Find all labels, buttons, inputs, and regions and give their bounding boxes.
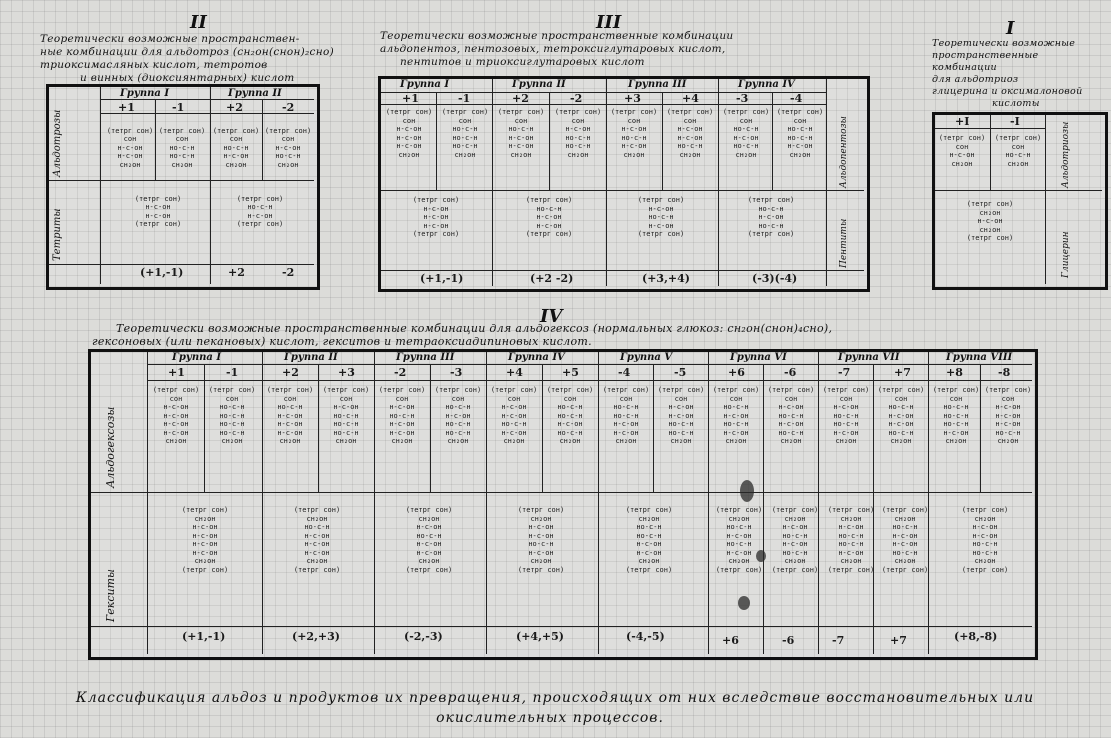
grid-line	[49, 180, 314, 181]
formula-top: (тетрг сон)	[525, 196, 573, 204]
structural-formula	[128, 186, 188, 229]
section-iv-title-line-2: гексоновых (или пекановых) кислот, гекситов и тетраоксиадипиновых кислот.	[92, 335, 592, 348]
grid-line	[381, 92, 826, 93]
formula-ch2oh: сн₂он	[679, 150, 701, 159]
formula-ch2oh: сн₂он	[225, 160, 247, 169]
structural-formula	[740, 196, 802, 239]
formula-top: (тетрг сон)	[938, 134, 986, 142]
formula-hcoh: н-с-он	[423, 213, 449, 221]
formula-top: (тетрг сон)	[666, 108, 714, 116]
section-iv-group-1: Группа I	[172, 352, 222, 363]
structural-formula	[383, 108, 435, 159]
grid-line	[100, 99, 314, 100]
formula-hcoh: н-с-он	[275, 143, 301, 152]
section-iii-title-line-1: Теоретически возможные пространственные комбинации	[380, 30, 734, 42]
grid-line	[653, 364, 654, 492]
formula-top: (тетрг сон)	[722, 108, 770, 116]
section-i-sign: -I	[1010, 115, 1020, 128]
formula-cho: сон	[1011, 142, 1025, 151]
structural-formula: (тетрг сон) сон но-с-н но-с-н н-с-он но-с-н сн₂он	[546, 386, 594, 445]
structural-formula: (тетрг сон) сн₂он н-с-он но-с-н но-с-н н-с-он сн₂он (тетрг сон)	[827, 506, 875, 574]
section-iv-row-label: Альдогексозы	[104, 406, 117, 488]
structural-formula: (тетрг сон) сн₂он но-с-н но-с-н н-с-он н-с-он сн₂он (тетрг сон)	[625, 506, 673, 574]
structural-formula	[630, 196, 692, 239]
formula-hcoh: н-с-он	[621, 125, 647, 133]
formula-ch2oh: сн₂он	[789, 150, 811, 159]
grid-line	[1045, 115, 1046, 284]
section-iv-sign: +1	[168, 366, 185, 379]
structural-formula: (тетрг сон) сон н-с-он но-с-н но-с-н но-с-н сн₂он	[322, 386, 370, 445]
section-iii-sign: -3	[736, 92, 749, 105]
section-iv-sign: -4	[618, 366, 631, 379]
section-ii-row-label: Альдотрозы	[52, 109, 63, 177]
formula-hoch: но-с-н	[275, 152, 301, 160]
structural-formula	[495, 108, 547, 159]
structural-formula: (тетрг сон) сн₂он н-с-он н-с-он н-с-он н-с-он сн₂он (тетрг сон)	[181, 506, 229, 574]
section-iv-title	[92, 322, 1052, 348]
formula-ch2oh: сн₂он	[454, 150, 476, 159]
grid-line	[990, 115, 991, 190]
section-iv-sign: -7	[838, 366, 851, 379]
formula-hoch: но-с-н	[247, 203, 273, 211]
formula-cho: сон	[402, 116, 416, 125]
grid-line	[436, 92, 437, 190]
section-iv-bottom: -6	[782, 634, 795, 647]
formula-hoch: но-с-н	[787, 125, 813, 133]
grid-line	[381, 190, 864, 191]
section-ii-title-line-4: и винных (диоксиянтарных) кислот	[80, 72, 295, 84]
structural-formula: (тетрг сон) сон но-с-н н-с-он но-с-н н-с-он сн₂он	[712, 386, 760, 445]
section-iv-bottom: (+4,+5)	[516, 630, 564, 643]
formula-top: (тетрг сон)	[637, 196, 685, 204]
structural-formula: (тетрг сон) сон н-с-он но-с-н н-с-он но-с-н сн₂он	[767, 386, 815, 445]
formula-hcoh: н-с-он	[536, 213, 562, 221]
section-iii-numeral: III	[596, 12, 622, 33]
section-iii-group-2: Группа II	[512, 79, 566, 90]
grid-line	[928, 352, 929, 654]
formula-cho: сон	[571, 116, 585, 125]
formula-ch2oh: сн₂он	[510, 150, 532, 159]
formula-hcoh: н-с-он	[621, 142, 647, 150]
formula-top: (тетрг сон)	[264, 126, 312, 135]
section-iv-sign: +8	[946, 366, 963, 379]
formula-top: (тетрг сон)	[994, 134, 1042, 142]
formula-hoch: но-с-н	[508, 125, 534, 133]
structural-formula: (тетрг сон) сон н-с-он но-с-н но-с-н н-с-он сн₂он	[822, 386, 870, 445]
formula-top: (тетрг сон)	[134, 220, 182, 228]
formula-top: (тетрг сон)	[525, 230, 573, 238]
section-iv-group-3: Группа III	[396, 352, 455, 363]
formula-hoch: но-с-н	[758, 204, 784, 213]
formula-ch2oh: сн₂он	[567, 150, 589, 159]
section-iii-sign: +3	[624, 92, 641, 105]
formula-hoch: но-с-н	[733, 142, 759, 150]
structural-formula	[936, 134, 988, 168]
formula-hoch: но-с-н	[565, 133, 591, 142]
section-iii-title	[380, 30, 870, 69]
structural-formula: (тетрг сон) сон н-с-он н-с-он но-с-н н-с-он сн₂он	[490, 386, 538, 445]
structural-formula	[230, 186, 290, 229]
section-i-title-line-2: пространственные комбинации	[932, 50, 1039, 73]
section-iv-group-4: Группа IV	[508, 352, 565, 363]
formula-hcoh: н-с-он	[508, 142, 534, 150]
formula-top: (тетрг сон)	[212, 126, 260, 135]
formula-hcoh: н-с-он	[247, 211, 273, 220]
section-i-title-line-4: глицерина и оксималоновой	[932, 86, 1083, 97]
ink-stain	[756, 550, 766, 562]
formula-cho: сон	[229, 135, 243, 143]
formula-ch2oh: сн₂он	[979, 208, 1001, 217]
section-i-sign: +I	[955, 115, 970, 128]
formula-ch2oh: сн₂он	[119, 160, 141, 169]
section-iv-sign: -2	[394, 366, 407, 379]
section-iv-group-5: Группа V	[620, 352, 673, 363]
section-ii-sign: -1	[172, 101, 185, 114]
formula-hoch: но-с-н	[733, 125, 759, 133]
section-iv-group-2: Группа II	[284, 352, 338, 363]
section-iii-sign: -1	[458, 92, 471, 105]
section-iii-sign: +1	[402, 92, 419, 105]
formula-cho: сон	[123, 135, 137, 143]
formula-top: (тетрг сон)	[236, 194, 284, 203]
formula-hoch: но-с-н	[223, 143, 249, 152]
structural-formula: (тетрг сон) сон но-с-н но-с-н но-с-н но-с-н сн₂он	[208, 386, 256, 445]
structural-formula	[405, 196, 467, 239]
grid-line	[549, 92, 550, 190]
structural-formula: (тетрг сон) сн₂он но-с-н н-с-он но-с-н н-с-он сн₂он (тетрг сон)	[715, 506, 763, 574]
formula-hcoh: н-с-он	[977, 217, 1003, 225]
structural-formula: (тетрг сон) сон но-с-н н-с-он но-с-н но-с-н сн₂он	[434, 386, 482, 445]
section-ii-bottom: -2	[282, 266, 295, 279]
section-iv-sign: +2	[282, 366, 299, 379]
section-iv-numeral: IV	[540, 306, 563, 327]
structural-formula	[720, 108, 772, 159]
formula-cho: сон	[281, 135, 295, 143]
grid-line	[606, 79, 607, 286]
formula-hoch: но-с-н	[169, 143, 195, 152]
formula-hcoh: н-с-он	[677, 125, 703, 133]
formula-hcoh: н-с-он	[423, 204, 449, 213]
section-ii-sign: +2	[226, 101, 243, 114]
grid-line	[262, 352, 263, 654]
formula-ch2oh: сн₂он	[623, 150, 645, 159]
structural-formula: (тетрг сон) сон но-с-н но-с-н н-с-он н-с-он сн₂он	[602, 386, 650, 445]
formula-cho: сон	[175, 135, 189, 143]
grid-line	[492, 79, 493, 286]
structural-formula: (тетрг сон) сн₂он но-с-н н-с-он н-с-он но-с-н сн₂он (тетрг сон)	[881, 506, 929, 574]
section-ii-numeral: II	[190, 12, 207, 33]
structural-formula	[212, 118, 260, 169]
section-iii-title-line-3: пентитов и триоксиглутаровых кислот	[400, 56, 645, 68]
section-iv-bottom: (-2,-3)	[404, 630, 443, 643]
structural-formula: (тетрг сон) сн₂он н-с-он н-с-он но-с-н но-с-н сн₂он (тетрг сон)	[961, 506, 1009, 574]
structural-formula: (тетрг сон) сон но-с-н но-с-н но-с-н н-с-он сн₂он	[932, 386, 980, 445]
grid-line	[430, 364, 431, 492]
section-iii-sign: -4	[790, 92, 803, 105]
formula-ch2oh: сн₂он	[979, 225, 1001, 234]
grid-line	[262, 100, 263, 180]
formula-hcoh: н-с-он	[536, 221, 562, 230]
formula-hcoh: н-с-он	[223, 152, 249, 160]
structural-formula: (тетрг сон) сон н-с-он но-с-н н-с-он н-с-он сн₂он	[378, 386, 426, 445]
formula-top: (тетрг сон)	[106, 126, 154, 135]
formula-hcoh: н-с-он	[117, 143, 143, 152]
structural-formula: (тетрг сон) сон но-с-н н-с-он н-с-он но-с-н сн₂он	[877, 386, 925, 445]
formula-hcoh: н-с-он	[787, 142, 813, 150]
formula-hcoh: н-с-он	[949, 151, 975, 159]
formula-hcoh: н-с-он	[508, 133, 534, 142]
section-ii-title	[40, 33, 370, 85]
formula-hcoh: н-с-он	[396, 142, 422, 150]
formula-hoch: но-с-н	[452, 142, 478, 150]
formula-top: (тетрг сон)	[747, 196, 795, 204]
section-iii-sign: +4	[682, 92, 699, 105]
ink-stain	[738, 596, 750, 610]
formula-hcoh: н-с-он	[648, 221, 674, 230]
structural-formula	[608, 108, 660, 159]
formula-hoch: но-с-н	[787, 133, 813, 142]
section-ii-title-line-3: триоксимасляных кислот, тетротов	[40, 59, 268, 71]
section-ii-group-2: Группа II	[228, 88, 282, 99]
section-ii-group-1: Группа I	[120, 88, 170, 99]
grid-line	[662, 92, 663, 190]
section-iii-bottom: (-3)(-4)	[752, 272, 798, 285]
structural-formula: (тетрг сон) сн₂он но-с-н н-с-он н-с-он н-с-он сн₂он (тетрг сон)	[293, 506, 341, 574]
formula-top: (тетрг сон)	[441, 108, 489, 116]
formula-hoch: но-с-н	[452, 133, 478, 142]
formula-top: (тетрг сон)	[497, 108, 545, 116]
structural-formula	[439, 108, 491, 159]
grid-line	[49, 264, 314, 265]
formula-top: (тетрг сон)	[385, 108, 433, 116]
formula-top: (тетрг сон)	[158, 126, 206, 135]
section-ii-title-line-2: ные комбинации для альдотроз (сн₂он(снон)₂сно)	[40, 46, 334, 58]
section-iv-sign: +6	[728, 366, 745, 379]
section-ii-bottom: (+1,-1)	[140, 266, 184, 279]
formula-hcoh: н-с-он	[396, 125, 422, 133]
section-iv-bottom: (+2,+3)	[292, 630, 340, 643]
structural-formula: (тетрг сон) сон н-с-он н-с-он н-с-он н-с-он сн₂он	[152, 386, 200, 445]
grid-line	[826, 79, 827, 286]
caption-line-1: Классификация альдоз и продуктов их превращения, происходящих от них вследствие восстановительных или	[75, 690, 1035, 706]
grid-line	[381, 270, 864, 271]
formula-hcoh: н-с-он	[145, 203, 171, 211]
formula-top: (тетрг сон)	[554, 108, 602, 116]
ink-stain	[740, 480, 754, 502]
structural-formula	[664, 108, 716, 159]
section-iii-title-line-2: альдопентоз, пентозовых, тетроксиглутаровых кислот,	[380, 43, 726, 55]
grid-line	[91, 492, 1032, 493]
grid-line	[147, 364, 1032, 365]
grid-line	[542, 364, 543, 492]
structural-formula	[158, 118, 206, 169]
section-iv-bottom: (+1,-1)	[182, 630, 226, 643]
section-iv-bottom: (-4,-5)	[626, 630, 665, 643]
section-iv-row-label: Гекситы	[104, 569, 117, 622]
structural-formula	[518, 196, 580, 239]
formula-top: (тетрг сон)	[134, 194, 182, 203]
grid-line	[204, 364, 205, 492]
section-i-row-label: Альдотриозы	[1061, 121, 1071, 188]
grid-line	[935, 190, 1102, 191]
structural-formula	[958, 200, 1022, 243]
formula-cho: сон	[458, 116, 472, 125]
section-iii-sign: +2	[512, 92, 529, 105]
formula-top: (тетрг сон)	[236, 220, 284, 228]
grid-line	[598, 352, 599, 654]
structural-formula: (тетрг сон) сн₂он н-с-он но-с-н н-с-он но-с-н сн₂он (тетрг сон)	[771, 506, 819, 574]
formula-hoch: но-с-н	[536, 204, 562, 213]
formula-hoch: но-с-н	[677, 142, 703, 150]
section-iv-bottom: +6	[722, 634, 739, 647]
structural-formula	[264, 118, 312, 169]
formula-ch2oh: сн₂он	[735, 150, 757, 159]
formula-cho: сон	[955, 142, 969, 151]
section-i-title-line-1: Теоретически возможные	[932, 38, 1076, 49]
formula-hcoh: н-с-он	[565, 125, 591, 133]
section-iv-bottom: (+8,-8)	[954, 630, 998, 643]
formula-hcoh: н-с-он	[648, 204, 674, 213]
section-iii-bottom: (+2 -2)	[530, 272, 574, 285]
formula-top: (тетрг сон)	[412, 196, 460, 204]
section-iv-sign: -3	[450, 366, 463, 379]
formula-ch2oh: сн₂он	[171, 160, 193, 169]
section-iii-row-label: Альдопентозы	[839, 116, 849, 188]
structural-formula: (тетрг сон) сн₂он н-с-он но-с-н н-с-он н-с-он сн₂он (тетрг сон)	[405, 506, 453, 574]
formula-hoch: но-с-н	[565, 142, 591, 150]
formula-hoch: но-с-н	[1005, 151, 1031, 159]
grid-line	[718, 79, 719, 286]
formula-cho: сон	[683, 116, 697, 125]
formula-hoch: но-с-н	[758, 221, 784, 230]
section-iii-group-1: Группа I	[400, 79, 450, 90]
section-iv-sign: +4	[506, 366, 523, 379]
formula-top: (тетрг сон)	[610, 108, 658, 116]
structural-formula: (тетрг сон) сн₂он н-с-он н-с-он но-с-н н-с-он сн₂он (тетрг сон)	[517, 506, 565, 574]
structural-formula	[992, 134, 1044, 168]
section-iv-sign: +3	[338, 366, 355, 379]
formula-ch2oh: сн₂он	[277, 160, 299, 169]
structural-formula: (тетрг сон) сон но-с-н н-с-он н-с-он н-с-он сн₂он	[266, 386, 314, 445]
section-i-title-line-5: кислоты	[992, 98, 1040, 109]
formula-cho: сон	[739, 116, 753, 125]
caption-line-2: окислительных процессов.	[436, 710, 664, 726]
grid-line	[381, 104, 826, 105]
section-iii-bottom: (+1,-1)	[420, 272, 464, 285]
grid-line	[708, 352, 709, 654]
section-iv-sign: -8	[998, 366, 1011, 379]
formula-hcoh: н-с-он	[117, 152, 143, 160]
grid-line	[318, 364, 319, 492]
formula-hoch: но-с-н	[621, 133, 647, 142]
grid-line	[147, 352, 148, 654]
formula-hcoh: н-с-он	[758, 213, 784, 221]
grid-line	[91, 626, 1032, 627]
grid-line	[100, 87, 101, 284]
structural-formula: (тетрг сон) сон н-с-он н-с-он н-с-он но-с-н сн₂он	[984, 386, 1032, 445]
structural-formula: (тетрг сон) сон н-с-он н-с-он но-с-н но-с-н сн₂он	[657, 386, 705, 445]
grid-line	[147, 380, 1032, 381]
formula-hoch: но-с-н	[452, 125, 478, 133]
grid-line	[155, 100, 156, 180]
grid-line	[772, 92, 773, 190]
formula-hcoh: н-с-он	[677, 133, 703, 142]
section-ii-sign: -2	[282, 101, 295, 114]
grid-line	[486, 352, 487, 654]
formula-top: (тетрг сон)	[637, 230, 685, 238]
formula-ch2oh: сн₂он	[1007, 159, 1029, 168]
section-ii-title-line-1: Теоретически возможные пространствен-	[40, 33, 300, 45]
formula-ch2oh: сн₂он	[951, 159, 973, 168]
section-iv-sign: -5	[674, 366, 687, 379]
grid-line	[818, 352, 819, 654]
formula-ch2oh: сн₂он	[398, 150, 420, 159]
grid-line	[210, 87, 211, 284]
section-iii-sign: -2	[570, 92, 583, 105]
structural-formula	[774, 108, 826, 159]
section-i-row-label: Глицерин	[1061, 231, 1071, 278]
section-iii-bottom: (+3,+4)	[642, 272, 690, 285]
section-iv-sign: -6	[784, 366, 797, 379]
formula-top: (тетрг сон)	[966, 200, 1014, 208]
section-iii-row-label: Пентиты	[839, 218, 849, 268]
section-ii-row-label: Тетриты	[52, 208, 63, 261]
formula-top: (тетрг сон)	[966, 234, 1014, 242]
formula-hcoh: н-с-он	[145, 211, 171, 220]
formula-hoch: но-с-н	[648, 213, 674, 221]
section-iv-sign: +5	[562, 366, 579, 379]
formula-top: (тетрг сон)	[776, 108, 824, 116]
formula-top: (тетрг сон)	[747, 230, 795, 238]
section-iv-group-6: Группа VI	[730, 352, 787, 363]
section-i-title	[932, 38, 1104, 110]
formula-hcoh: н-с-он	[733, 133, 759, 142]
formula-hoch: но-с-н	[169, 152, 195, 160]
section-iv-bottom: +7	[890, 634, 907, 647]
formula-hcoh: н-с-он	[423, 221, 449, 230]
section-ii-sign: +1	[118, 101, 135, 114]
section-iv-group-7: Группа VII	[838, 352, 900, 363]
formula-cho: сон	[514, 116, 528, 125]
section-i-title-line-3: для альдотриоз	[932, 74, 1019, 85]
grid-line	[374, 352, 375, 654]
formula-cho: сон	[627, 116, 641, 125]
section-iii-group-4: Группа IV	[738, 79, 795, 90]
section-iv-title-line-1: Теоретически возможные пространственные комбинации для альдогексоз (нормальных глюкоз: сн₂он(снон)₄сно),	[116, 322, 833, 335]
section-iv-sign: +7	[894, 366, 911, 379]
section-i-numeral: I	[1006, 18, 1015, 39]
section-iii-group-3: Группа III	[628, 79, 687, 90]
section-iv-bottom: -7	[832, 634, 845, 647]
section-iv-sign: -1	[226, 366, 239, 379]
structural-formula	[106, 118, 154, 169]
formula-cho: сон	[793, 116, 807, 125]
structural-formula	[552, 108, 604, 159]
section-iv-group-8: Группа VIII	[946, 352, 1013, 363]
formula-hcoh: н-с-он	[396, 133, 422, 142]
section-ii-bottom: +2	[228, 266, 245, 279]
formula-top: (тетрг сон)	[412, 230, 460, 238]
